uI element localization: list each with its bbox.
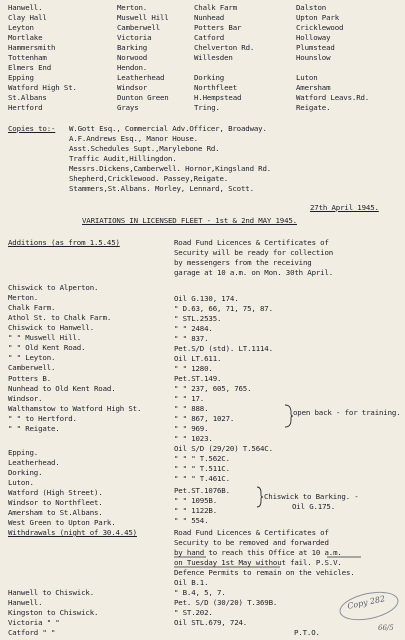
vehicle-line: " D.63, 66, 71, 75, 87.	[174, 304, 273, 313]
note-line: by messengers from the receiving	[174, 258, 312, 267]
garage-name: Hendon.	[117, 63, 148, 72]
garage-name: Elmers End	[8, 63, 51, 72]
handwritten-copy-number: Copy 282	[346, 594, 386, 611]
vehicle-line: Oil LT.611.	[174, 354, 222, 363]
route-line: Dorking.	[8, 468, 43, 477]
handwritten-corner-note: 66/5	[378, 624, 394, 632]
garage-name: Watford Leavs.Rd.	[296, 93, 370, 102]
route-line: Amersham to St.Albans.	[8, 508, 103, 517]
route-line: Catford " "	[8, 628, 56, 637]
copies-line: A.F.Andrews Esq., Manor House.	[69, 134, 198, 143]
route-line: Chiswick to Alperton.	[8, 283, 99, 292]
vehicle-line: " " 888.	[174, 404, 209, 413]
vehicle-line: Oil B.1.	[174, 578, 209, 587]
garage-name: Muswell Hill	[117, 13, 169, 22]
route-line: Windsor to Northfleet.	[8, 498, 103, 507]
garage-name: Victoria	[117, 33, 152, 42]
garage-name: Holloway	[296, 33, 331, 42]
route-line: " " Muswell Hill.	[8, 333, 82, 342]
route-line: Leatherhead.	[8, 458, 60, 467]
route-line: Potters B.	[8, 374, 51, 383]
garage-name: Grays	[117, 103, 139, 112]
garage-name: H.Hempstead	[194, 93, 242, 102]
garage-name: Hounslow	[296, 53, 331, 62]
vehicle-line: " B.4, 5, 7.	[174, 588, 226, 597]
vehicle-line: Pet. S/D (30/20) T.369B.	[174, 598, 278, 607]
route-line: " " Reigate.	[8, 424, 60, 433]
garage-name: Willesden	[194, 53, 233, 62]
garage-name: Mortlake	[8, 33, 43, 42]
route-line: " " Leyton.	[8, 353, 56, 362]
route-line: Hanwell to Chiswick.	[8, 588, 94, 597]
vehicle-line: " STL.2535.	[174, 314, 222, 323]
open-back-note: open back - for training.	[293, 408, 401, 417]
garage-name: Hertford	[8, 103, 43, 112]
copies-line: Traffic Audit,Hillingdon.	[69, 154, 177, 163]
route-line: Epping.	[8, 448, 39, 457]
garage-name: Windsor	[117, 83, 148, 92]
garage-name: Chalk Farm	[194, 3, 237, 12]
garage-name: Amersham	[296, 83, 331, 92]
garage-name: Northfleet	[194, 83, 237, 92]
route-line: Nunhead to Old Kent Road.	[8, 384, 116, 393]
vehicle-line: Oil G.130, 174.	[174, 294, 239, 303]
garage-name: Norwood	[117, 53, 148, 62]
vehicle-line: " " 837.	[174, 334, 209, 343]
pto-mark: P.T.O.	[294, 628, 320, 637]
copies-label: Copies to:-	[8, 124, 56, 133]
garage-name: Nunhead	[194, 13, 225, 22]
note-line: on Tuesday 1st May without fail. P.S.V.	[174, 558, 342, 567]
route-line: Chiswick to Hanwell.	[8, 323, 94, 332]
garage-name: Dunton Green	[117, 93, 169, 102]
vehicle-line: Pet.ST.1076B.	[174, 486, 230, 495]
garage-name: Potters Bar	[194, 23, 242, 32]
additions-label: Additions (as from 1.5.45)	[8, 238, 120, 247]
vehicle-line: " " 969.	[174, 424, 209, 433]
garage-name: Camberwell	[117, 23, 160, 32]
vehicle-line: " ST.202.	[174, 608, 213, 617]
route-line: Merton.	[8, 293, 39, 302]
garage-name: Tring.	[194, 103, 220, 112]
route-line: West Green to Upton Park.	[8, 518, 116, 527]
vehicle-line: " " 867, 1027.	[174, 414, 235, 423]
note-line: by hand to reach this Office at 10 a.m.	[174, 548, 342, 557]
garage-name: Hammersmith	[8, 43, 56, 52]
vehicle-line: Oil STL.679, 724.	[174, 618, 248, 627]
note-line: Road Fund Licences & Certificates of	[174, 528, 329, 537]
chiswick-barking-label: Chiswick to Barking. -	[264, 492, 359, 501]
vehicle-line: " " 237, 605, 765.	[174, 384, 252, 393]
copies-line: W.Gott Esq., Commercial Adv.Officer, Broadway.	[69, 124, 267, 133]
note-line: Defence Permits to remain on the vehicles.	[174, 568, 355, 577]
vehicle-line: " " " T.562C.	[174, 454, 230, 463]
route-line: Windsor.	[8, 394, 43, 403]
garage-name: Plumstead	[296, 43, 335, 52]
route-line: Kingston to Chiswick.	[8, 608, 99, 617]
chiswick-barking-value: Oil G.175.	[292, 502, 335, 511]
bracket-mark	[256, 486, 264, 508]
route-line: " " Old Kent Road.	[8, 343, 86, 352]
copies-line: Stammers,St.Albans. Morley, Lennard, Scott.	[69, 184, 254, 193]
vehicle-line: Oil S/D (29/20) T.564C.	[174, 444, 273, 453]
garage-name: Clay Hall	[8, 13, 47, 22]
route-line: Walthamstow to Watford High St.	[8, 404, 142, 413]
vehicle-line: " " 17.	[174, 394, 205, 403]
garage-name: Watford High St.	[8, 83, 77, 92]
vehicle-line: " " 1023.	[174, 434, 213, 443]
garage-name: Tottenham	[8, 53, 47, 62]
withdrawals-label: Withdrawals (night of 30.4.45)	[8, 528, 137, 537]
route-line: Athol St. to Chalk Farm.	[8, 313, 112, 322]
garage-name: Hanwell.	[8, 3, 43, 12]
garage-name: Dalston	[296, 3, 327, 12]
copies-line: Messrs.Dickens,Camberwell. Hornor,Kingsland Rd.	[69, 164, 272, 173]
vehicle-line: " " 554.	[174, 516, 209, 525]
vehicle-line: Pet.ST.149.	[174, 374, 222, 383]
garage-name: Reigate.	[296, 103, 331, 112]
copies-line: Shepherd,Cricklewood. Passey,Reigate.	[69, 174, 229, 183]
route-line: Chalk Farm.	[8, 303, 56, 312]
route-line: Victoria " "	[8, 618, 60, 627]
vehicle-line: " " 1122B.	[174, 506, 217, 515]
garage-name: Barking	[117, 43, 148, 52]
route-line: Hanwell.	[8, 598, 43, 607]
vehicle-line: Pet.S/D (std). LT.1114.	[174, 344, 273, 353]
route-line: Watford (High Street).	[8, 488, 103, 497]
garage-name: Catford	[194, 33, 225, 42]
garage-name: Cricklewood	[296, 23, 344, 32]
garage-name: Luton	[296, 73, 318, 82]
note-line: Road Fund Licences & Certificates of	[174, 238, 329, 247]
vehicle-line: " " 2484.	[174, 324, 213, 333]
garage-name: Upton Park	[296, 13, 339, 22]
garage-name: Leyton	[8, 23, 34, 32]
note-line: garage at 10 a.m. on Mon. 30th April.	[174, 268, 334, 277]
note-line: Security to be removed and forwarded	[174, 538, 329, 547]
garage-name: St.Albans	[8, 93, 47, 102]
route-line: Camberwell.	[8, 363, 56, 372]
vehicle-line: " " " T.461C.	[174, 474, 230, 483]
document-heading: VARIATIONS IN LICENSED FLEET - 1st & 2nd MAY 1945.	[82, 216, 297, 225]
route-line: Luton.	[8, 478, 34, 487]
garage-name: Chelverton Rd.	[194, 43, 255, 52]
vehicle-line: " " " T.511C.	[174, 464, 230, 473]
vehicle-line: " " 1280.	[174, 364, 213, 373]
note-line: Security will be ready for collection	[174, 248, 334, 257]
copies-line: Asst.Schedules Supt.,Marylebone Rd.	[69, 144, 220, 153]
garage-name: Merton.	[117, 3, 148, 12]
document-date: 27th April 1945.	[310, 203, 379, 212]
route-line: " " to Hertford.	[8, 414, 77, 423]
garage-name: Dorking	[194, 73, 225, 82]
garage-name: Leatherhead	[117, 73, 165, 82]
vehicle-line: " " 1095B.	[174, 496, 217, 505]
garage-name: Epping	[8, 73, 34, 82]
